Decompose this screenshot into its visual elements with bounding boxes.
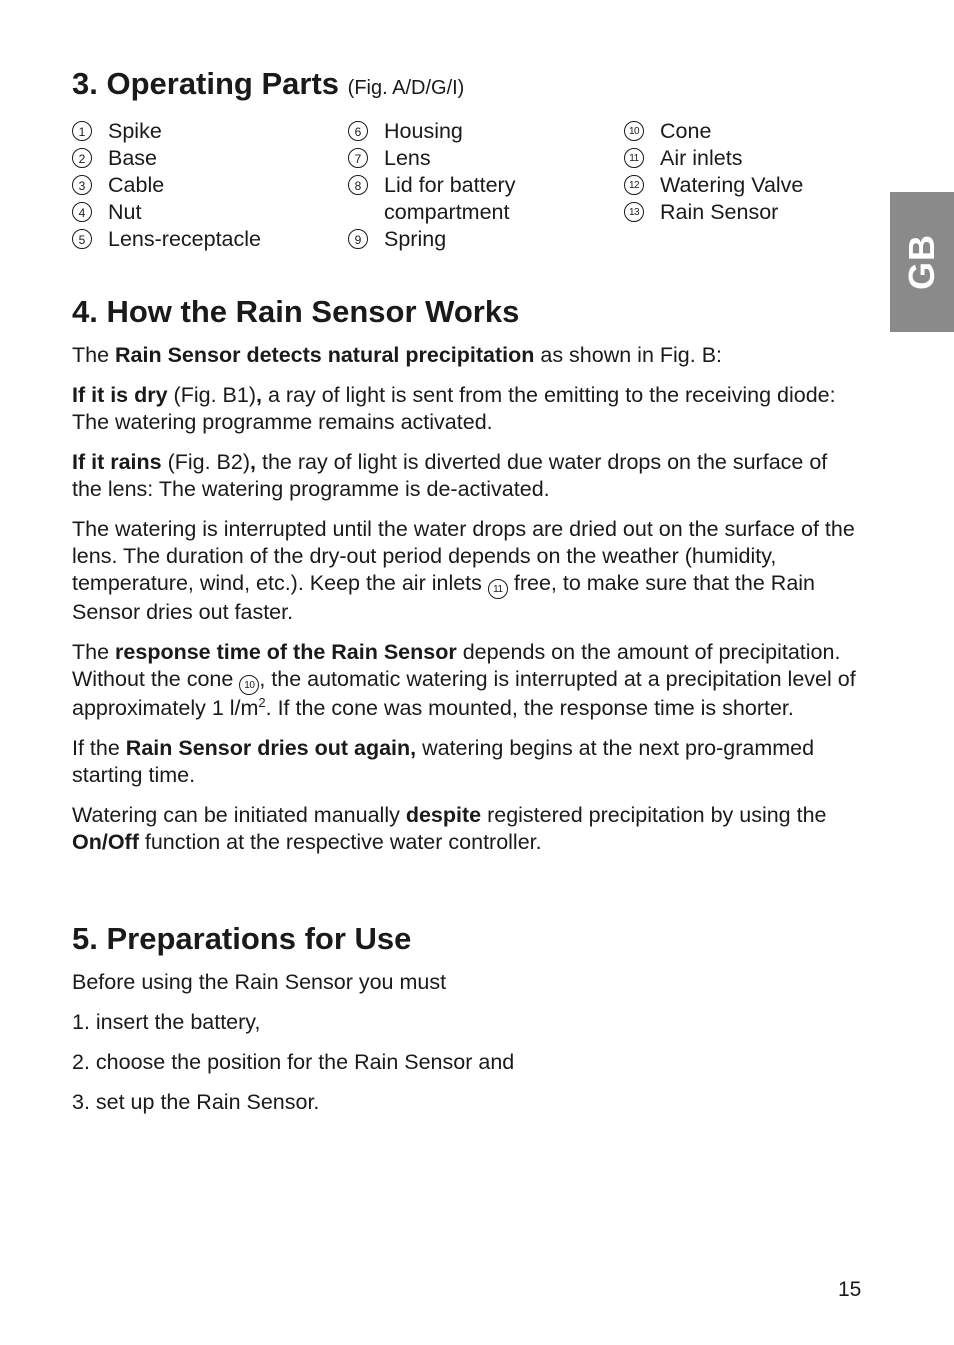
part-item <box>72 118 261 145</box>
part-item <box>348 226 515 253</box>
section-4-heading <box>72 294 519 330</box>
part-item <box>624 145 803 172</box>
part-number: 6 <box>348 121 368 141</box>
intro-text: Before using the Rain Sensor you must <box>72 970 447 994</box>
section-3-title: 3. Operating Parts <box>72 66 340 101</box>
part-number: 5 <box>72 229 92 249</box>
part-number: 2 <box>72 148 92 168</box>
part-label: Cone <box>660 119 712 143</box>
part-number: 8 <box>348 175 368 195</box>
part-label: Nut <box>108 200 142 224</box>
paragraph <box>72 735 862 789</box>
part-item <box>624 199 803 226</box>
part-label: Lens <box>384 146 431 170</box>
section-3-heading <box>72 66 464 106</box>
paragraph <box>72 382 862 436</box>
bold-text: , <box>255 383 262 407</box>
part-item <box>348 172 515 199</box>
text: the ray of light is diverted due water drops on the surface of the lens: The watering programme is de-activated. <box>72 450 828 501</box>
section-4-title: 4. How the Rain Sensor Works <box>72 294 520 329</box>
paragraph <box>72 802 862 856</box>
text: Watering can be initiated manually <box>72 803 406 827</box>
part-number: 11 <box>624 148 644 168</box>
bold-text: Rain Sensor dries out again, <box>125 736 417 760</box>
section-4-body <box>72 342 862 869</box>
part-item <box>624 118 803 145</box>
text: (Fig. B2) <box>161 450 251 474</box>
part-label: Watering Valve <box>660 173 804 197</box>
paragraph <box>72 516 862 626</box>
part-label: Rain Sensor <box>660 200 779 224</box>
part-label: Housing <box>384 119 463 143</box>
text: as shown in Fig. B: <box>534 343 723 367</box>
step-item: 3. set up the Rain Sensor. <box>72 1090 320 1114</box>
text: The <box>72 640 116 664</box>
part-label: Air inlets <box>660 146 743 170</box>
section-5-body <box>72 969 862 1129</box>
part-item-continuation <box>348 199 515 226</box>
text: . If the cone was mounted, the response time is shorter. <box>265 696 794 720</box>
text: , the automatic watering is interrupted at a precipitation level of approximately 1 l/m <box>72 667 856 720</box>
superscript: 2 <box>258 694 266 710</box>
part-number: 3 <box>72 175 92 195</box>
step-item: 2. choose the position for the Rain Sensor and <box>72 1050 515 1074</box>
part-label: Lens-receptacle <box>108 227 261 251</box>
part-number: 13 <box>624 202 644 222</box>
inline-part-number: 10 <box>239 675 259 695</box>
paragraph <box>72 639 862 722</box>
parts-column-2 <box>348 118 515 253</box>
language-tab-label: GB <box>901 234 942 290</box>
part-label: Spring <box>384 227 447 251</box>
bold-text: despite <box>405 803 482 827</box>
part-item <box>72 145 261 172</box>
bold-text: If it is dry <box>72 383 168 407</box>
text: free, to make sure that the Rain Sensor dries out faster. <box>72 571 816 624</box>
text: a ray of light is sent from the emitting to the receiving diode: The watering programme remains activated. <box>72 383 836 434</box>
inline-part-number: 11 <box>488 579 508 599</box>
part-label: Base <box>108 146 158 170</box>
text: registered precipitation by using the <box>481 803 827 827</box>
text: (Fig. B1) <box>167 383 256 407</box>
bold-text: Rain Sensor detects natural precipitation <box>115 343 535 367</box>
paragraph <box>72 342 862 369</box>
part-number: 12 <box>624 175 644 195</box>
part-item <box>72 199 261 226</box>
page-number: 15 <box>838 1278 862 1301</box>
part-label: compartment <box>384 200 510 224</box>
part-number: 7 <box>348 148 368 168</box>
section-3-fig-ref: (Fig. A/D/G/I) <box>347 77 465 99</box>
part-item <box>72 226 261 253</box>
part-number: 9 <box>348 229 368 249</box>
text: If the <box>72 736 126 760</box>
parts-column-3 <box>624 118 803 226</box>
text: The <box>72 343 116 367</box>
part-label: Spike <box>108 119 162 143</box>
language-tab <box>890 192 954 332</box>
part-item <box>348 145 515 172</box>
bold-text: response time of the Rain Sensor <box>115 640 457 664</box>
section-5-heading <box>72 921 411 957</box>
text: The watering is interrupted until the water drops are dried out on the surface of the lens. The duration of the dry-out period depends on the weather (humidity, temperature, wind, etc.). Keep the air inlets <box>72 517 855 595</box>
part-number: 10 <box>624 121 644 141</box>
parts-column-1 <box>72 118 261 253</box>
text: watering begins at the next pro-grammed starting time. <box>72 736 815 787</box>
paragraph <box>72 449 862 503</box>
part-number: 4 <box>72 202 92 222</box>
part-label: Cable <box>108 173 165 197</box>
bold-text: , <box>250 450 256 474</box>
bold-text: If it rains <box>72 450 162 474</box>
section-5-title: 5. Preparations for Use <box>72 921 412 956</box>
bold-text: On/Off <box>72 830 139 854</box>
part-label: Lid for battery <box>384 173 516 197</box>
text: depends on the amount of precipitation. Without the cone <box>72 640 841 691</box>
text: function at the respective water controller. <box>138 830 542 854</box>
part-item <box>348 118 515 145</box>
part-item <box>72 172 261 199</box>
part-number: 1 <box>72 121 92 141</box>
part-item <box>624 172 803 199</box>
step-item: 1. insert the battery, <box>72 1010 261 1034</box>
